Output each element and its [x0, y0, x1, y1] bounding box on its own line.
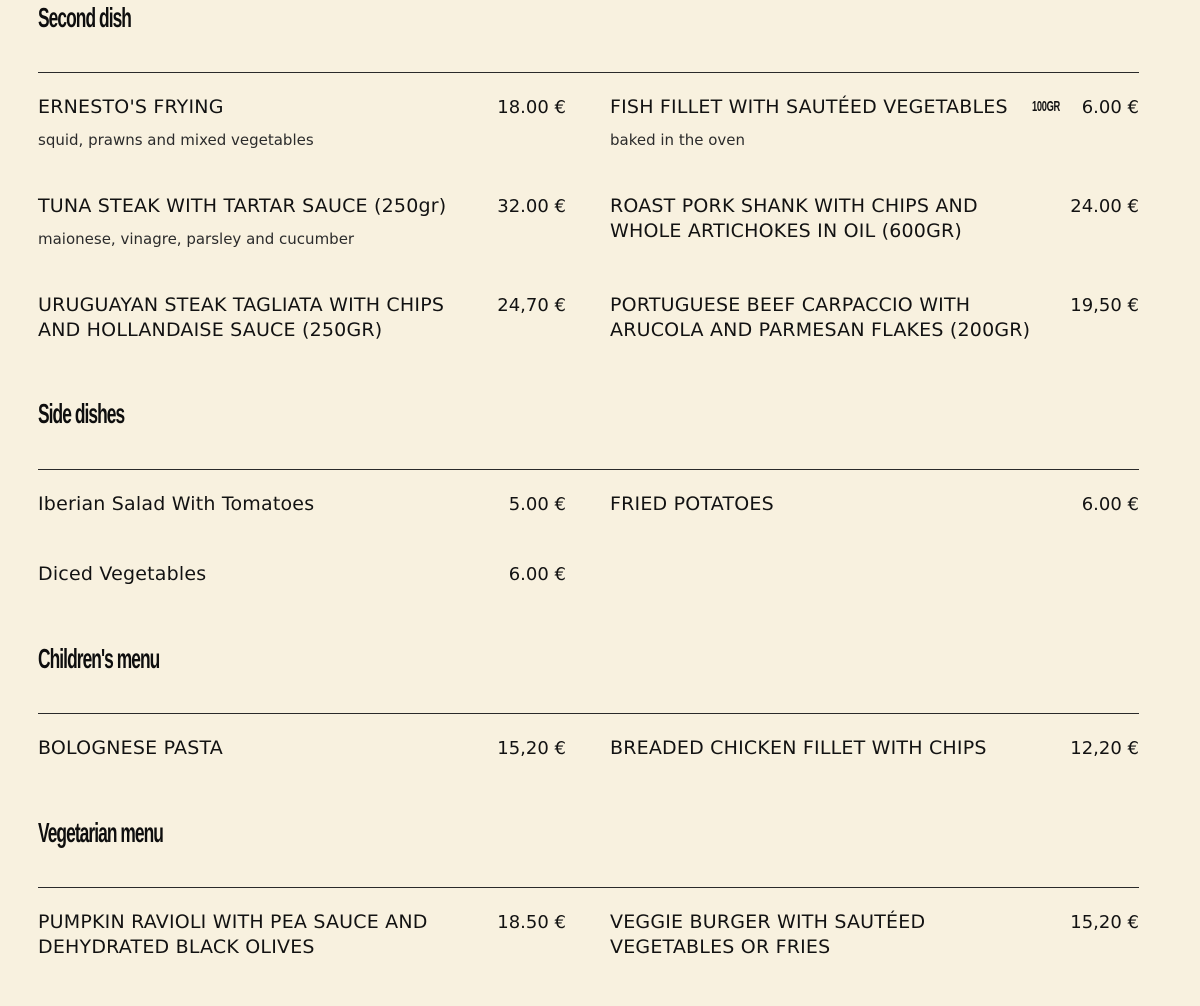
- item-name: Iberian Salad With Tomatoes: [38, 493, 315, 515]
- item-name-line-1: URUGUAYAN STEAK TAGLIATA WITH CHIPS: [38, 294, 445, 316]
- item-name-line-2: WHOLE ARTICHOKES IN OIL (600GR): [610, 220, 963, 242]
- section-title-childrens-menu: Children's menu: [38, 643, 160, 674]
- item-price: 12,20 €: [1070, 738, 1139, 759]
- item-name-line-1: PUMPKIN RAVIOLI WITH PEA SAUCE AND: [38, 911, 428, 933]
- item-name-line-2: VEGETABLES OR FRIES: [610, 936, 831, 958]
- item-price: 5.00 €: [508, 494, 566, 515]
- section-divider: [38, 72, 1139, 73]
- section-divider: [38, 469, 1139, 470]
- item-name: BOLOGNESE PASTA: [38, 737, 223, 759]
- item-name-line-1: ROAST PORK SHANK WITH CHIPS AND: [610, 195, 978, 217]
- section-divider: [38, 713, 1139, 714]
- item-price: 24,70 €: [497, 295, 566, 316]
- item-price: 32.00 €: [497, 196, 566, 217]
- section-divider: [38, 887, 1139, 888]
- item-name: TUNA STEAK WITH TARTAR SAUCE (250gr): [38, 195, 447, 217]
- quantity-badge: 100GR: [1032, 98, 1060, 115]
- item-description: baked in the oven: [610, 131, 745, 149]
- item-price: 15,20 €: [497, 738, 566, 759]
- section-title-second-dish: Second dish: [38, 2, 131, 33]
- item-description: maionese, vinagre, parsley and cucumber: [38, 230, 355, 248]
- item-name-line-2: AND HOLLANDAISE SAUCE (250GR): [38, 319, 383, 341]
- item-price: 15,20 €: [1070, 912, 1139, 933]
- item-price: 18.00 €: [497, 97, 566, 118]
- item-name: FISH FILLET WITH SAUTÉED VEGETABLES: [610, 96, 1008, 118]
- item-name-line-2: ARUCOLA AND PARMESAN FLAKES (200GR): [610, 319, 1031, 341]
- item-name-line-1: VEGGIE BURGER WITH SAUTÉED: [610, 911, 926, 933]
- item-price: 6.00 €: [1081, 97, 1139, 118]
- item-name: Diced Vegetables: [38, 563, 207, 585]
- item-name: ERNESTO'S FRYING: [38, 96, 224, 118]
- item-price: 6.00 €: [1081, 494, 1139, 515]
- item-price: 24.00 €: [1070, 196, 1139, 217]
- item-name-line-1: PORTUGUESE BEEF CARPACCIO WITH: [610, 294, 971, 316]
- item-price: 18.50 €: [497, 912, 566, 933]
- section-title-vegetarian-menu: Vegetarian menu: [38, 817, 163, 848]
- section-title-side-dishes: Side dishes: [38, 398, 125, 429]
- item-price: 6.00 €: [508, 564, 566, 585]
- item-price: 19,50 €: [1070, 295, 1139, 316]
- item-name: BREADED CHICKEN FILLET WITH CHIPS: [610, 737, 987, 759]
- item-description: squid, prawns and mixed vegetables: [38, 131, 314, 149]
- item-name-line-2: DEHYDRATED BLACK OLIVES: [38, 936, 315, 958]
- item-name: FRIED POTATOES: [610, 493, 774, 515]
